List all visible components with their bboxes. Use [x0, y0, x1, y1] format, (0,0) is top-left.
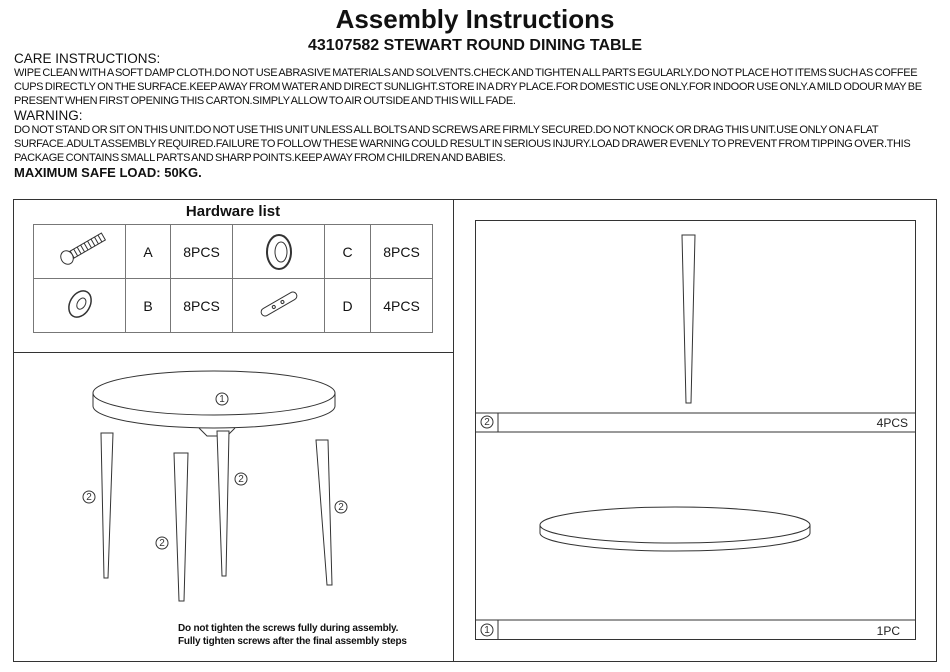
barrel-nut-icon [233, 279, 325, 333]
hardware-letter: C [325, 225, 371, 279]
hardware-qty: 8PCS [171, 279, 233, 333]
assembly-diagram [13, 353, 453, 618]
hardware-letter: B [126, 279, 171, 333]
flat-washer-icon [34, 279, 126, 333]
care-heading: CARE INSTRUCTIONS: [14, 51, 161, 66]
assembly-note [178, 622, 450, 648]
table-row [34, 225, 433, 279]
part-number: 1 [484, 625, 490, 636]
part-number: 2 [484, 417, 490, 428]
hardware-qty: 8PCS [171, 225, 233, 279]
divider [453, 199, 454, 662]
parts-panel [475, 220, 916, 641]
note-line: Do not tighten the screws fully during assembly. [178, 623, 399, 634]
info-section [14, 51, 942, 180]
page-title: Assembly Instructions [335, 4, 615, 34]
table-leg [174, 453, 188, 601]
part-label: 2 [238, 474, 244, 485]
table-leg [217, 431, 229, 576]
max-load: MAXIMUM SAFE LOAD: 50KG. [14, 165, 202, 180]
part-label: 2 [86, 492, 92, 503]
warning-heading: WARNING: [14, 108, 83, 123]
part-qty: 1PC [876, 624, 900, 638]
part-label: 2 [159, 538, 165, 549]
bolt-icon [34, 225, 126, 279]
table-leg [101, 433, 113, 578]
spring-washer-icon [233, 225, 325, 279]
product-title: 43107582 STEWART ROUND DINING TABLE [308, 37, 642, 54]
part-label: 1 [219, 394, 225, 405]
care-text: WIPE CLEAN WITH A SOFT DAMP CLOTH.DO NOT USE ABRASIVE MATERIALS AND SOLVENTS.CHECK AND TIGHTEN ALL PARTS EGULARLY.DO NOT PLACE HOT ITEMS SUCH AS COFFEE CUPS DIRECTLY ON THE SURFACE.KEEP AWAY FROM WATER AND DIRECT SUNLIGHT.STORE IN A DRY PLACE.FOR DOMESTIC USE ONLY.FOR INDOOR USE ONLY.A MILD ODOUR MAY BE PRESENT WHEN FIRST OPENING THIS CARTON.SIMPLY ALLOW TO AIR OUTSIDE AND THIS WILL FADE. [14, 67, 922, 107]
table-leg [316, 440, 332, 585]
part-label: 2 [338, 502, 344, 513]
hardware-letter: D [325, 279, 371, 333]
note-line: Fully tighten screws after the final assembly steps [178, 636, 407, 647]
hardware-title: Hardware list [185, 203, 281, 220]
part-qty: 4PCS [876, 416, 908, 430]
warning-text: DO NOT STAND OR SIT ON THIS UNIT.DO NOT USE THIS UNIT UNLESS ALL BOLTS AND SCREWS ARE FIRMLY SECURED.DO NOT KNOCK OR DRAG THIS UNIT.USE ONLY ON A FLAT SURFACE.ADULT ASSEMBLY REQUIRED.FAILURE TO FOLLOW THESE WARNING COULD RESULT IN SERIOUS INJURY.LOAD DRAWER EVENLY TO PREVENT FROM TIPPING OVER.THIS PACKAGE CONTAINS SMALL PARTS AND SHARP POINTS.KEEP AWAY FROM CHILDREN AND BABIES. [14, 124, 911, 164]
hardware-qty: 8PCS [371, 225, 433, 279]
hardware-qty: 4PCS [371, 279, 433, 333]
table-row [34, 279, 433, 333]
hardware-letter: A [126, 225, 171, 279]
hardware-table [33, 224, 433, 333]
